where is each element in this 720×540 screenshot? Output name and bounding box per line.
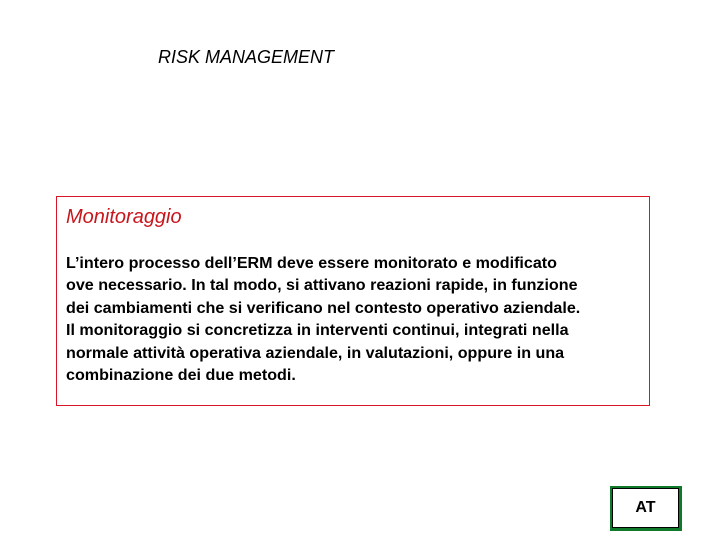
body-line: L’intero processo dell’ERM deve essere monitorato e modificato xyxy=(66,254,557,272)
body-line: ove necessario. In tal modo, si attivano reazioni rapide, in funzione xyxy=(66,276,578,295)
slide-title: RISK MANAGEMENT xyxy=(158,47,335,67)
body-line: normale attività operativa aziendale, in valutazioni, oppure in una xyxy=(66,343,565,362)
body-line: Il monitoraggio si concretizza in interventi continui, integrati nella xyxy=(66,321,569,340)
logo-badge xyxy=(610,486,682,531)
body-line: dei cambiamenti che si verificano nel contesto operativo aziendale. xyxy=(66,298,581,317)
logo-label: AT xyxy=(612,488,679,528)
content-box xyxy=(56,196,650,406)
body-paragraph xyxy=(66,252,650,386)
body-line: combinazione dei due metodi. xyxy=(66,366,296,385)
section-heading: Monitoraggio xyxy=(66,206,182,228)
